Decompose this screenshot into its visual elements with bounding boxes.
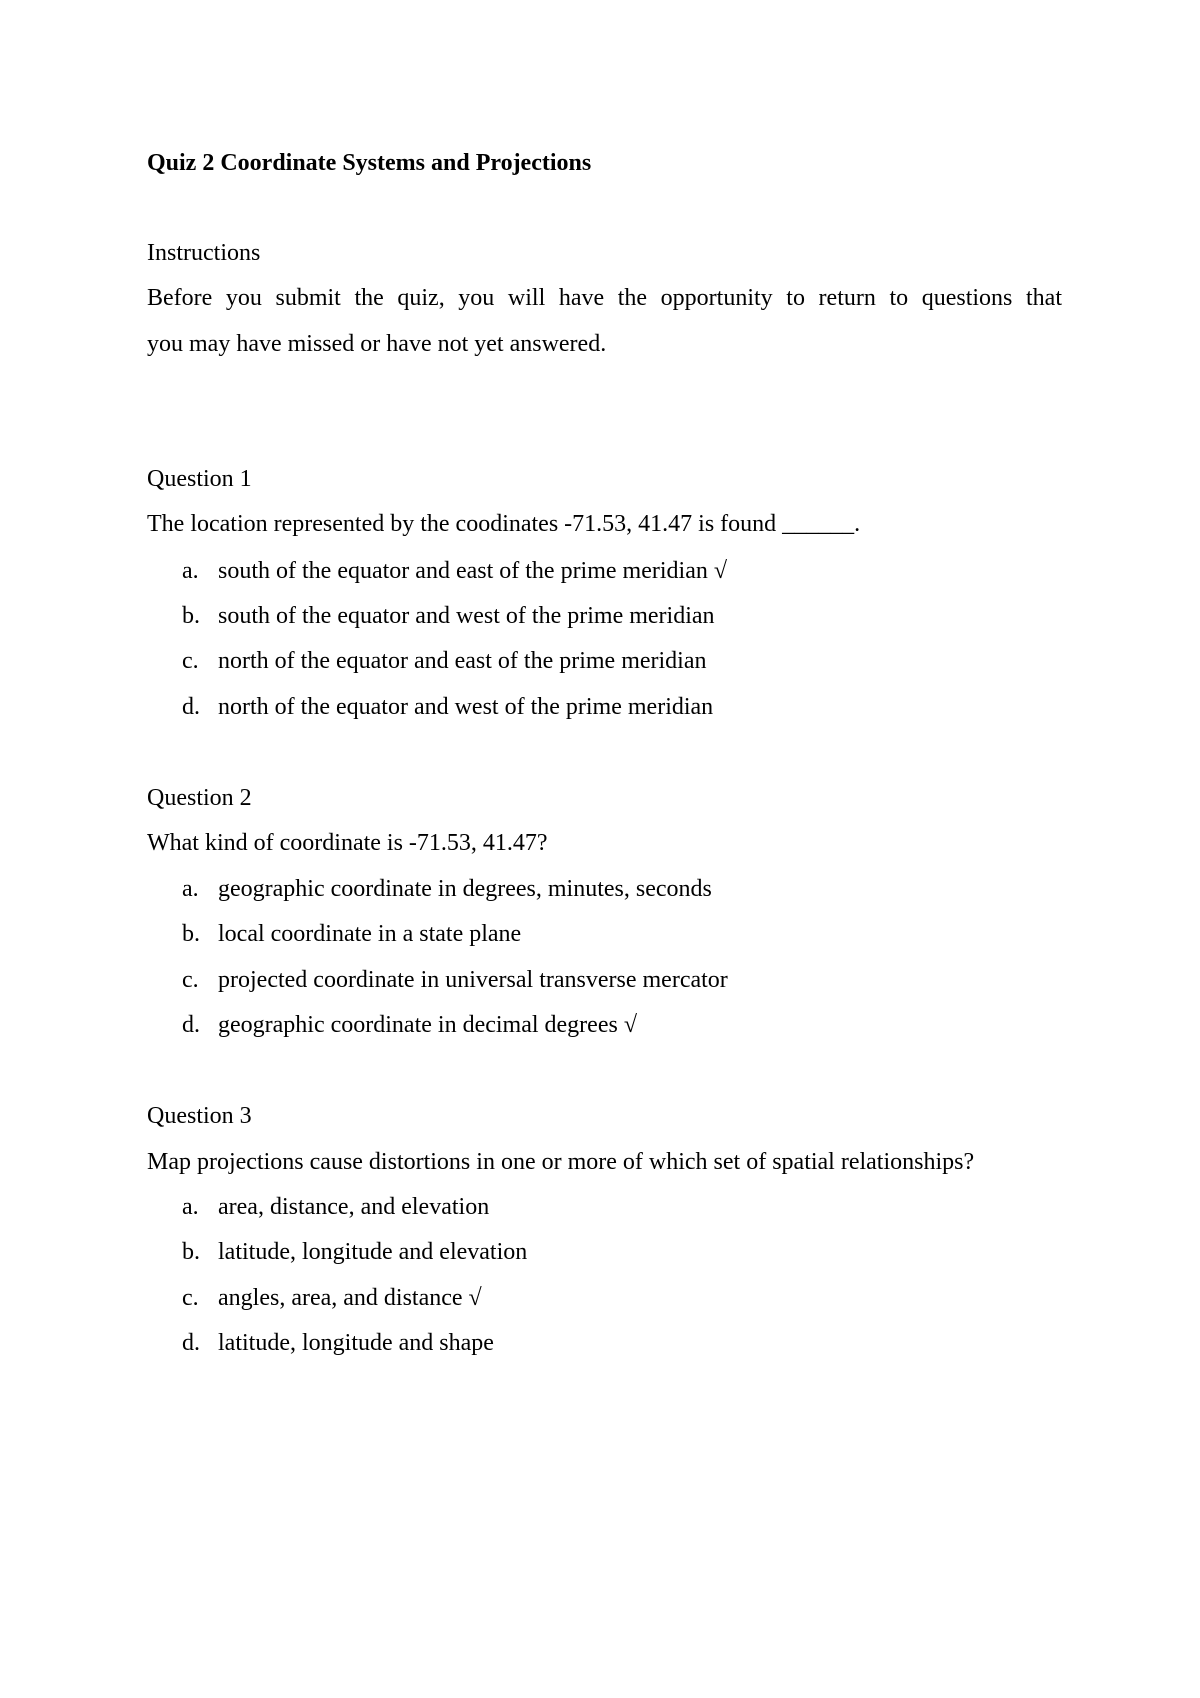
instructions-line-2: you may have missed or have not yet answered. <box>147 331 607 357</box>
option-letter: b. <box>182 921 200 947</box>
option-text: latitude, longitude and elevation <box>218 1239 528 1265</box>
question-1-label: Question 1 <box>147 466 252 492</box>
option-text: latitude, longitude and shape <box>218 1330 494 1356</box>
option-letter: b. <box>182 1239 200 1265</box>
option-letter: c. <box>182 967 199 993</box>
option-text: geographic coordinate in decimal degrees √ <box>218 1012 637 1038</box>
option-letter: c. <box>182 1285 199 1311</box>
option-letter: d. <box>182 694 200 720</box>
question-2-label: Question 2 <box>147 785 252 811</box>
option-letter: d. <box>182 1012 200 1038</box>
option-letter: d. <box>182 1330 200 1356</box>
option-text: projected coordinate in universal transverse mercator <box>218 967 728 993</box>
option-letter: c. <box>182 648 199 674</box>
option-text: area, distance, and elevation <box>218 1194 490 1220</box>
question-3-label: Question 3 <box>147 1103 252 1129</box>
instructions-line-1: Before you submit the quiz, you will have the opportunity to return to questions that <box>147 285 1062 311</box>
option-text: geographic coordinate in degrees, minutes, seconds <box>218 876 712 902</box>
question-2-prompt: What kind of coordinate is -71.53, 41.47? <box>147 830 548 856</box>
question-1-prompt: The location represented by the coodinates -71.53, 41.47 is found ______. <box>147 511 861 537</box>
option-text: north of the equator and west of the prime meridian <box>218 694 714 720</box>
option-letter: a. <box>182 1194 199 1220</box>
option-text: south of the equator and west of the prime meridian <box>218 603 715 629</box>
option-letter: a. <box>182 558 199 584</box>
option-text: angles, area, and distance √ <box>218 1285 482 1311</box>
option-text: local coordinate in a state plane <box>218 921 522 947</box>
question-3-prompt: Map projections cause distortions in one or more of which set of spatial relationships? <box>147 1149 975 1175</box>
option-text: north of the equator and east of the prime meridian <box>218 648 707 674</box>
quiz-title: Quiz 2 Coordinate Systems and Projections <box>147 150 592 176</box>
instructions-heading: Instructions <box>147 240 261 266</box>
option-letter: b. <box>182 603 200 629</box>
option-text: south of the equator and east of the prime meridian √ <box>218 558 728 584</box>
option-letter: a. <box>182 876 199 902</box>
